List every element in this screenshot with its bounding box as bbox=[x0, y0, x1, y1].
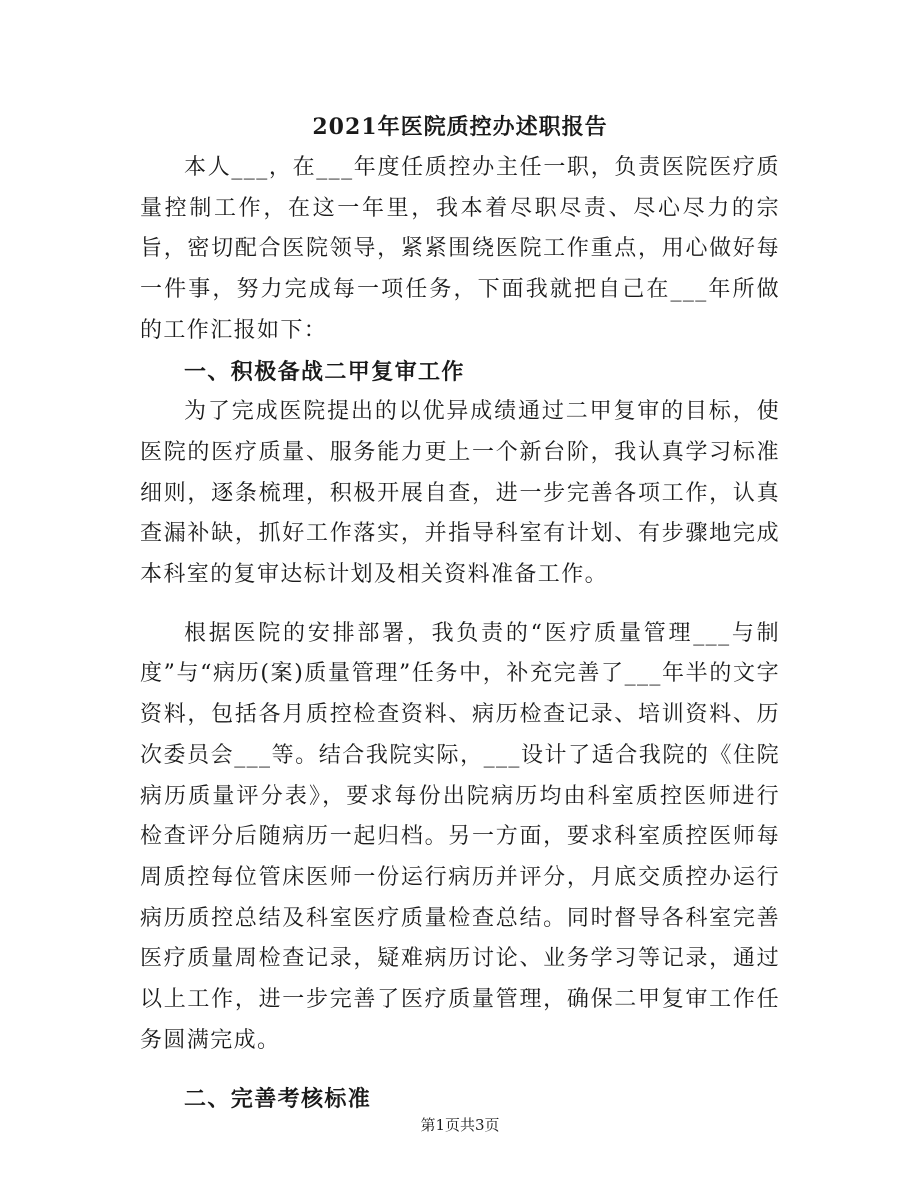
body-paragraph: 根据医院的安排部署，我负责的“医疗质量管理___与制度”与“病历(案)质量管理”任务中，补充完善了___年半的文字资料，包括各月质控检查资料、病历检查记录、培训资料、历次委员会___等。结合我院实际，___设计了适合我院的《住院病历质量评分表》，要求每份出院病历均由科室质控医师进行检查评分后随病历一起归档。另一方面，要求科室质控医师每周质控每位管床医师一份运行病历并评分，月底交质控办运行病历质控总结及科室医疗质量检查总结。同时督导各科室完善医疗质量周检查记录，疑难病历讨论、业务学习等记录，通过以上工作，进一步完善了医疗质量管理，确保二甲复审工作任务圆满完成。 bbox=[140, 620, 780, 1053]
intro-paragraph: 本人___，在___年度任质控办主任一职，负责医院医疗质量控制工作，在这一年里，我本着尽职尽责、尽心尽力的宗旨，密切配合医院领导，紧紧围绕医院工作重点，用心做好每一件事，努力完成每一项任务，下面我就把自己在___年所做的工作汇报如下： bbox=[140, 155, 780, 343]
document-title: 2021年医院质控办述职报告 bbox=[312, 114, 608, 140]
section-heading-1: 一、积极备战二甲复审工作 bbox=[184, 358, 465, 385]
document-body bbox=[140, 148, 780, 1120]
body-paragraph: 为了完成医院提出的以优异成绩通过二甲复审的目标，使医院的医疗质量、服务能力更上一个新台阶，我认真学习标准细则，逐条梳理，积极开展自查，进一步完善各项工作，认真查漏补缺，抓好工作落实，并指导科室有计划、有步骤地完成本科室的复审达标计划及相关资料准备工作。 bbox=[140, 399, 780, 588]
page-number: 第1页共3页 bbox=[420, 1116, 500, 1134]
section-heading-2: 二、完善考核标准 bbox=[184, 1086, 372, 1113]
